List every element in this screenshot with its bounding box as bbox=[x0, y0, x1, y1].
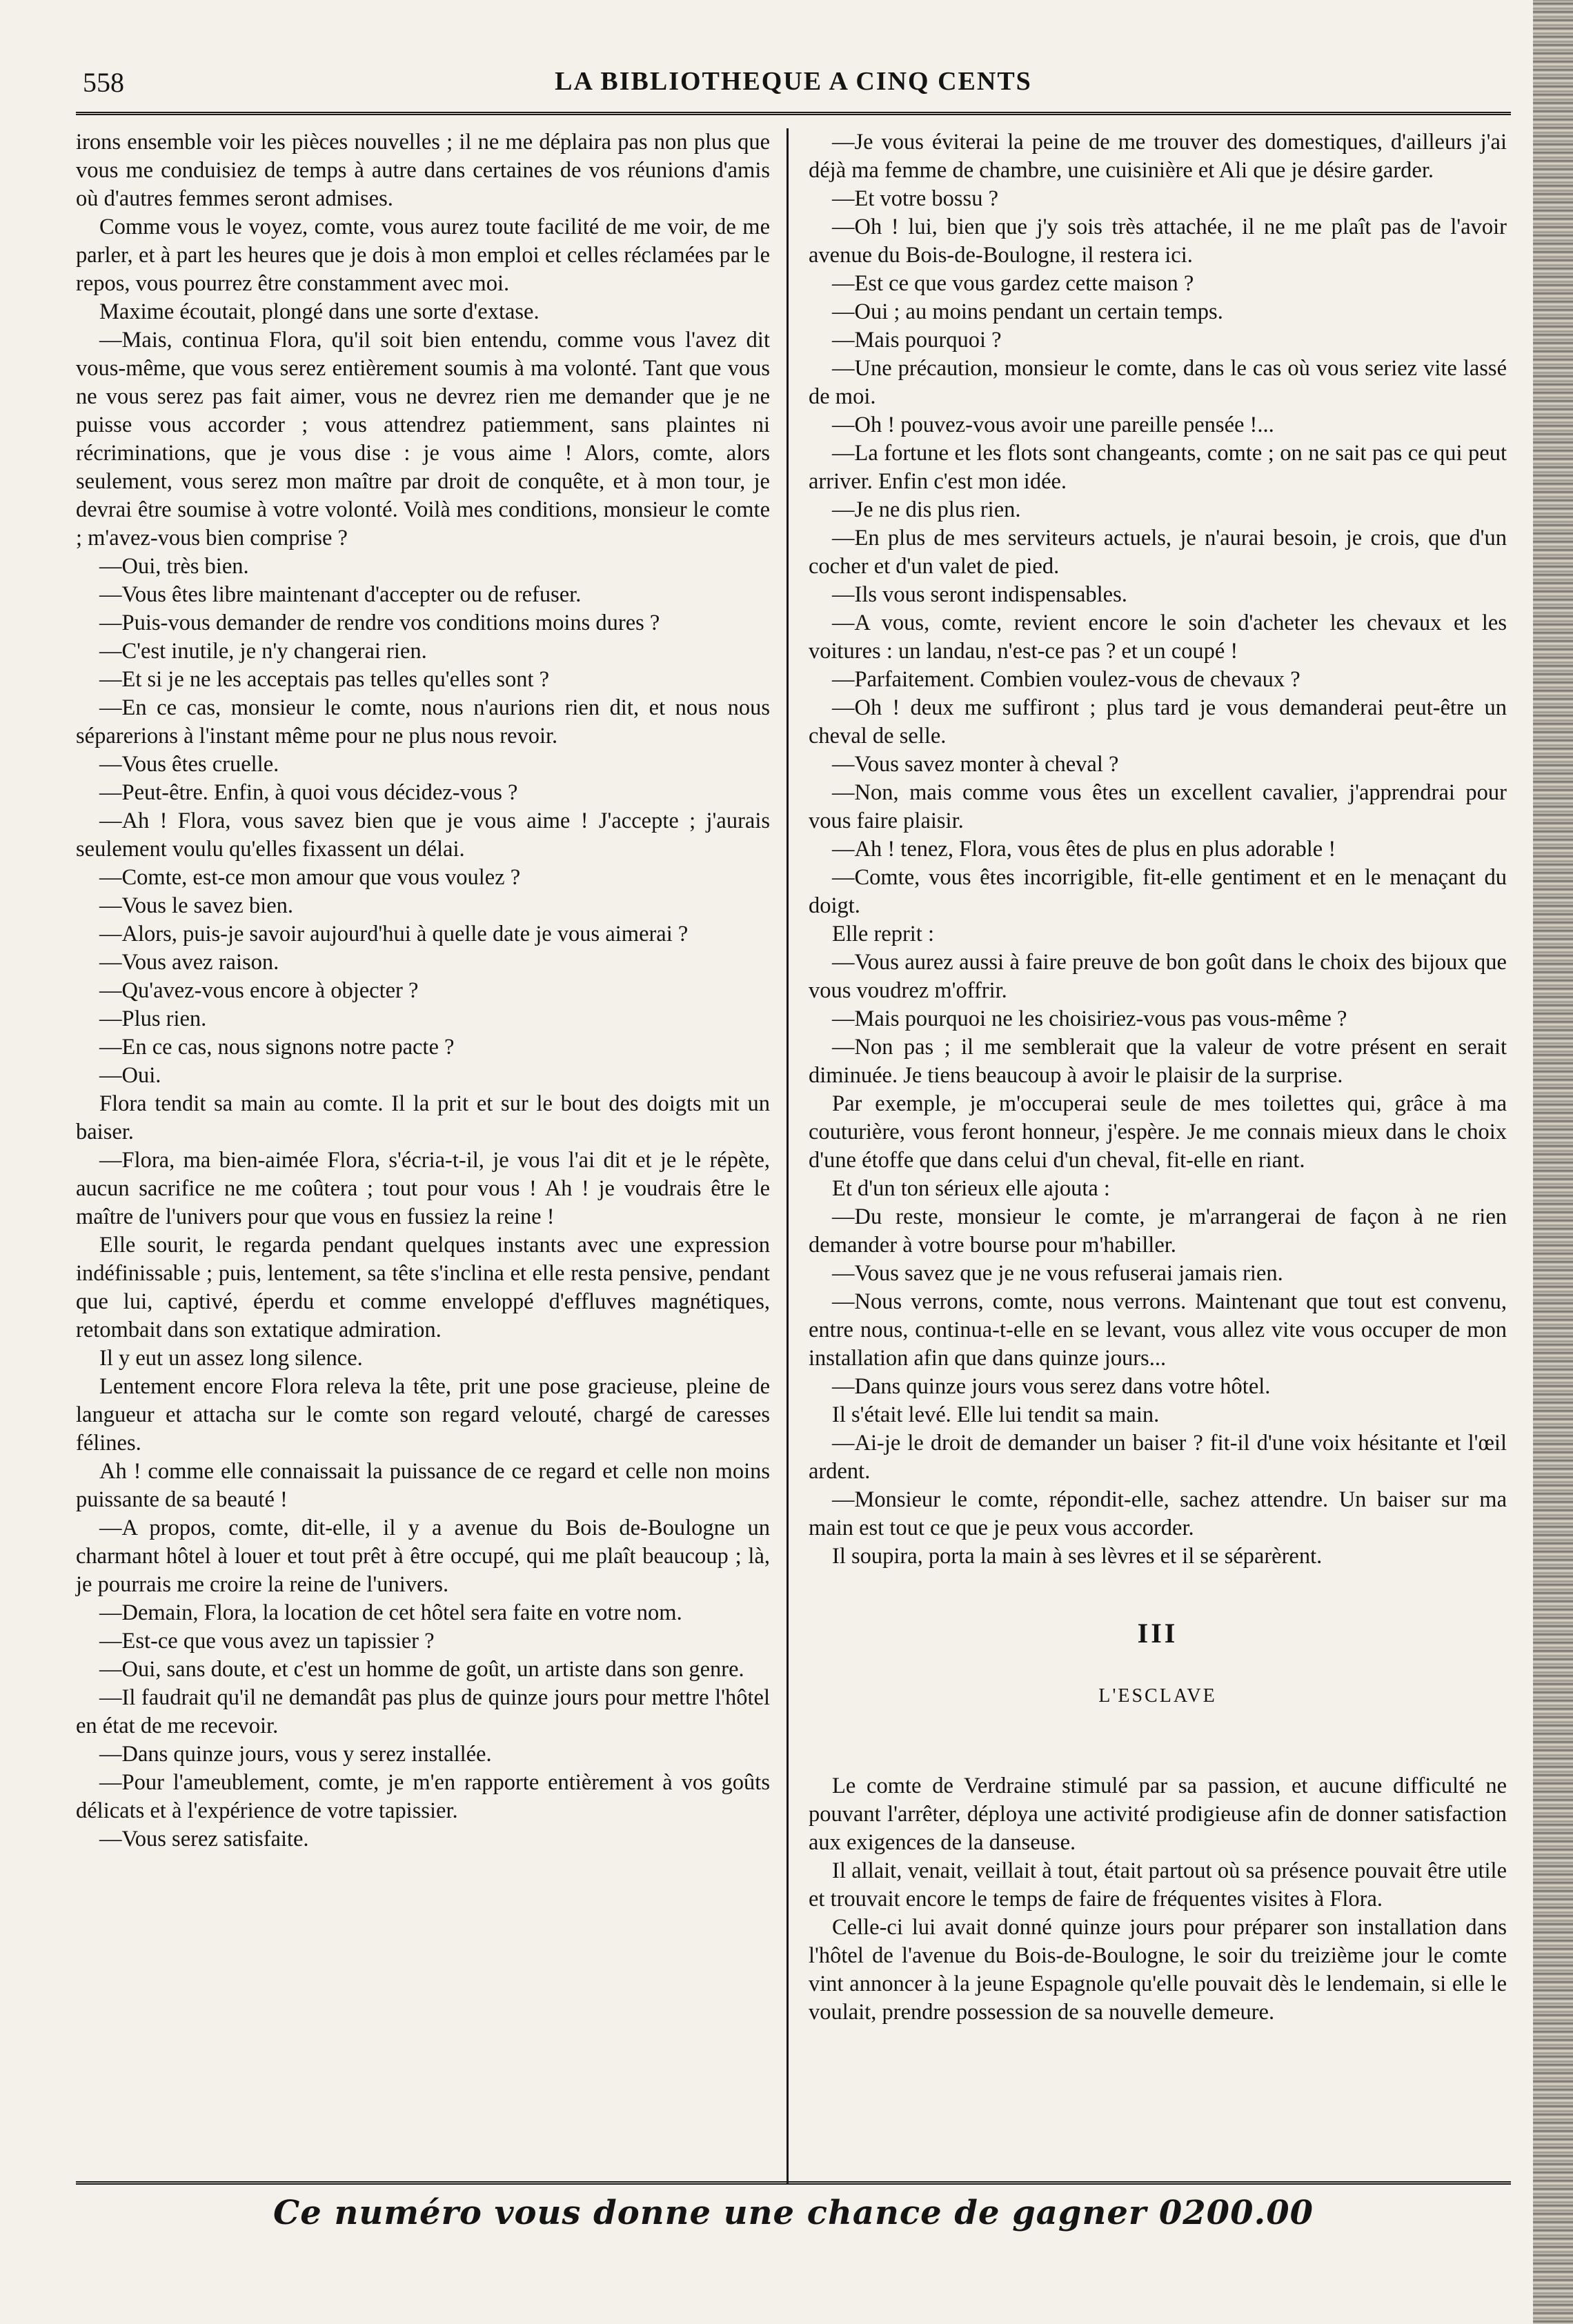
dialogue-line: —Non pas ; il me semblerait que la valeur de votre présent en serait diminuée. Je tiens beaucoup à avoir le plaisir de la surprise. bbox=[809, 1035, 1507, 1088]
paragraph: Et d'un ton sérieux elle ajouta : bbox=[832, 1176, 1110, 1201]
dialogue-line: —Vous êtes cruelle. bbox=[99, 752, 279, 777]
dialogue-line: —Oh ! pouvez-vous avoir une pareille pensée !... bbox=[832, 413, 1274, 437]
dialogue-line: —Ah ! Flora, vous savez bien que je vous aime ! J'accepte ; j'aurais seulement voulu qu'elles fixassent un délai. bbox=[76, 808, 770, 862]
dialogue-line: —Pour l'ameublement, comte, je m'en rapporte entièrement à vos goûts délicats et à l'expérience de votre tapissier. bbox=[76, 1770, 770, 1823]
dialogue-line: —Vous serez satisfaite. bbox=[99, 1827, 309, 1851]
page-number: 558 bbox=[83, 67, 124, 98]
dialogue-line: —Alors, puis-je savoir aujourd'hui à quelle date je vous aimerai ? bbox=[99, 922, 689, 946]
paragraph: Le comte de Verdraine stimulé par sa passion, et aucune difficulté ne pouvant l'arrêter, déploya une activité prodigieuse afin de donner satisfaction aux exigences de la danseuse. bbox=[809, 1774, 1507, 1855]
dialogue-line: —Oui, sans doute, et c'est un homme de goût, un artiste dans son genre. bbox=[99, 1657, 744, 1682]
paragraph: Celle-ci lui avait donné quinze jours pour préparer son installation dans l'hôtel de l'avenue du Bois-de-Boulogne, le soir du treizième jour le comte vint annoncer à la jeune Espagnole qu'elle pouvait dès le lendemain, si elle le voulait, prendre possession de sa nouvelle demeure. bbox=[809, 1915, 1507, 2025]
dialogue-line: —En ce cas, nous signons notre pacte ? bbox=[99, 1035, 455, 1060]
dialogue-line: —Mais, continua Flora, qu'il soit bien entendu, comme vous l'avez dit vous-même, que vous serez entièrement soumis à ma volonté. Tant que vous ne vous serez pas fait aimer, vous ne devrez rien me demander que je ne puisse vous accorder ; vous attendrez patiemment, sans plaintes ni récriminations, que je vous dise : je vous aime ! Alors, comte, alors seulement, vous serez mon maître par droit de conquête, et à mon tour, je devrai être soumise à votre volonté. Voilà mes conditions, monsieur le comte ; m'avez-vous bien comprise ? bbox=[76, 328, 770, 550]
page-edge-scan-shadow bbox=[1533, 0, 1573, 2324]
dialogue-line: —C'est inutile, je n'y changerai rien. bbox=[99, 639, 427, 664]
paragraph: Ah ! comme elle connaissait la puissance de ce regard et celle non moins puissante de sa beauté ! bbox=[76, 1459, 770, 1512]
page-header bbox=[76, 62, 1511, 115]
dialogue-line: —Non, mais comme vous êtes un excellent cavalier, j'apprendrai pour vous faire plaisir. bbox=[809, 780, 1507, 833]
dialogue-line: —Demain, Flora, la location de cet hôtel sera faite en votre nom. bbox=[99, 1600, 682, 1625]
paragraph: irons ensemble voir les pièces nouvelles ; il ne me déplaira pas non plus que vous me conduisiez de temps à autre dans certaines de vos réunions d'amis où d'autres femmes seront admises. bbox=[76, 130, 770, 211]
paragraph: Par exemple, je m'occuperai seule de mes toilettes qui, grâce à ma couturière, vous feront honneur, j'espère. Je me connais mieux dans le choix d'une étoffe que dans celui d'un cheval, fit-elle en riant. bbox=[809, 1091, 1507, 1173]
dialogue-line: —Vous savez monter à cheval ? bbox=[832, 752, 1119, 777]
dialogue-line: —Dans quinze jours vous serez dans votre hôtel. bbox=[832, 1374, 1271, 1399]
dialogue-line: —Vous le savez bien. bbox=[99, 893, 294, 918]
footer-rule bbox=[76, 2181, 1511, 2185]
paragraph: Elle sourit, le regarda pendant quelques instants avec une expression indéfinissable ; puis, lentement, sa tête s'inclina et elle resta pensive, pendant que lui, captivé, éperdu et comme enveloppé d'effluves magnétiques, retombait dans son extatique admiration. bbox=[76, 1233, 770, 1342]
right-column bbox=[809, 128, 1507, 2027]
dialogue-line: —Et votre bossu ? bbox=[832, 186, 999, 211]
chapter-body bbox=[809, 1772, 1507, 2027]
dialogue-line: —Peut-être. Enfin, à quoi vous décidez-vous ? bbox=[99, 780, 518, 805]
dialogue-line: —Je vous éviterai la peine de me trouver des domestiques, d'ailleurs j'ai déjà ma femme de chambre, une cuisinière et Ali que je désire garder. bbox=[809, 130, 1507, 183]
newspaper-page bbox=[76, 62, 1511, 2270]
dialogue-line: —Vous aurez aussi à faire preuve de bon goût dans le choix des bijoux que vous voudrez m'offrir. bbox=[809, 950, 1507, 1003]
dialogue-line: —Mais pourquoi ? bbox=[832, 328, 1002, 352]
paragraph: Lentement encore Flora releva la tête, prit une pose gracieuse, pleine de langueur et attacha sur le comte son regard velouté, chargé de caresses félines. bbox=[76, 1374, 770, 1456]
dialogue-line: —Et si je ne les acceptais pas telles qu'elles sont ? bbox=[99, 667, 550, 692]
dialogue-line: —Est ce que vous gardez cette maison ? bbox=[832, 271, 1194, 296]
paragraph: Flora tendit sa main au comte. Il la prit et sur le bout des doigts mit un baiser. bbox=[76, 1091, 770, 1144]
right-column-dialogue bbox=[809, 128, 1507, 1571]
dialogue-line: —En ce cas, monsieur le comte, nous n'aurions rien dit, et nous nous séparerions à l'instant même pour ne plus nous revoir. bbox=[76, 695, 770, 748]
dialogue-line: —Plus rien. bbox=[99, 1006, 207, 1031]
dialogue-line: —Dans quinze jours, vous y serez installée. bbox=[99, 1742, 492, 1767]
dialogue-line: —En plus de mes serviteurs actuels, je n'aurai besoin, je crois, que d'un cocher et d'un valet de pied. bbox=[809, 526, 1507, 579]
dialogue-line: —Nous verrons, comte, nous verrons. Maintenant que tout est convenu, entre nous, continua-t-elle en se levant, vous allez vite vous occuper de mon installation afin que dans quinze jours... bbox=[809, 1289, 1507, 1371]
dialogue-line: —Oui, très bien. bbox=[99, 554, 249, 579]
column-divider bbox=[786, 128, 789, 2184]
paragraph: Il allait, venait, veillait à tout, était partout où sa présence pouvait être utile et trouvait encore le temps de faire de fréquentes visites à Flora. bbox=[809, 1858, 1507, 1911]
text-columns bbox=[76, 128, 1511, 2184]
dialogue-line: —Vous êtes libre maintenant d'accepter ou de refuser. bbox=[99, 582, 582, 607]
dialogue-line: —Comte, vous êtes incorrigible, fit-elle gentiment et en le menaçant du doigt. bbox=[809, 865, 1507, 918]
paragraph: Il soupira, porta la main à ses lèvres et il se séparèrent. bbox=[832, 1544, 1323, 1569]
dialogue-line: —A vous, comte, revient encore le soin d'acheter les chevaux et les voitures : un landau, n'est-ce pas ? et un coupé ! bbox=[809, 610, 1507, 664]
dialogue-line: —Parfaitement. Combien voulez-vous de chevaux ? bbox=[832, 667, 1300, 692]
dialogue-line: —Une précaution, monsieur le comte, dans le cas où vous seriez vite lassé de moi. bbox=[809, 356, 1507, 409]
footer-lottery-notice: Ce numéro vous donne une chance de gagner 0200.00 bbox=[273, 2194, 1314, 2232]
dialogue-line: —Vous avez raison. bbox=[99, 950, 279, 975]
dialogue-line: —Ils vous seront indispensables. bbox=[832, 582, 1127, 607]
dialogue-line: —Puis-vous demander de rendre vos conditions moins dures ? bbox=[99, 610, 660, 635]
left-column bbox=[76, 128, 770, 1854]
dialogue-line: —Mais pourquoi ne les choisiriez-vous pas vous-même ? bbox=[832, 1006, 1347, 1031]
dialogue-line: —Qu'avez-vous encore à objecter ? bbox=[99, 978, 419, 1003]
paragraph: Il y eut un assez long silence. bbox=[99, 1346, 363, 1371]
dialogue-line: —Monsieur le comte, répondit-elle, sachez attendre. Un baiser sur ma main est tout ce que je peux vous accorder. bbox=[809, 1487, 1507, 1540]
dialogue-line: —Flora, ma bien-aimée Flora, s'écria-t-il, je vous l'ai dit et je le répète, aucun sacrifice ne me coûtera ; tout pour vous ! Ah ! je voudrais être le maître de l'univers pour que vous en fussiez la reine ! bbox=[76, 1148, 770, 1229]
running-title: LA BIBLIOTHEQUE A CINQ CENTS bbox=[555, 67, 1032, 96]
dialogue-line: —Ai-je le droit de demander un baiser ? fit-il d'une voix hésitante et l'œil ardent. bbox=[809, 1431, 1507, 1484]
dialogue-line: —Du reste, monsieur le comte, je m'arrangerai de façon à ne rien demander à votre bourse pour m'habiller. bbox=[809, 1204, 1507, 1258]
paragraph: Comme vous le voyez, comte, vous aurez toute facilité de me voir, de me parler, et à part les heures que je dois à mon emploi et celles réclamées par le repos, vous pourrez être constamment avec moi. bbox=[76, 215, 770, 296]
paragraph: Elle reprit : bbox=[832, 922, 934, 946]
dialogue-line: —Oh ! lui, bien que j'y sois très attachée, il ne me plaît pas de l'avoir avenue du Bois-de-Boulogne, il restera ici. bbox=[809, 215, 1507, 268]
chapter-title: L'ESCLAVE bbox=[1098, 1685, 1217, 1707]
dialogue-line: —Comte, est-ce mon amour que vous voulez ? bbox=[99, 865, 521, 890]
dialogue-line: —Oh ! deux me suffiront ; plus tard je vous demanderai peut-être un cheval de selle. bbox=[809, 695, 1507, 748]
dialogue-line: —Vous savez que je ne vous refuserai jamais rien. bbox=[832, 1261, 1283, 1286]
dialogue-line: —A propos, comte, dit-elle, il y a avenue du Bois de-Boulogne un charmant hôtel à louer et tout prêt à être occupé, qui me plaît beaucoup ; là, je pourrais me croire la reine de l'univers. bbox=[76, 1516, 770, 1597]
chapter-number: III bbox=[1137, 1618, 1178, 1649]
dialogue-line: —La fortune et les flots sont changeants, comte ; on ne sait pas ce qui peut arriver. Enfin c'est mon idée. bbox=[809, 441, 1507, 494]
dialogue-line: —Oui ; au moins pendant un certain temps. bbox=[832, 299, 1223, 324]
dialogue-line: —Je ne dis plus rien. bbox=[832, 497, 1021, 522]
dialogue-line: —Est-ce que vous avez un tapissier ? bbox=[99, 1629, 435, 1653]
paragraph: Il s'était levé. Elle lui tendit sa main. bbox=[832, 1402, 1160, 1427]
dialogue-line: —Il faudrait qu'il ne demandât pas plus de quinze jours pour mettre l'hôtel en état de me recevoir. bbox=[76, 1685, 770, 1738]
paragraph: Maxime écoutait, plongé dans une sorte d'extase. bbox=[99, 299, 540, 324]
dialogue-line: —Oui. bbox=[99, 1063, 161, 1088]
dialogue-line: —Ah ! tenez, Flora, vous êtes de plus en plus adorable ! bbox=[832, 837, 1336, 862]
